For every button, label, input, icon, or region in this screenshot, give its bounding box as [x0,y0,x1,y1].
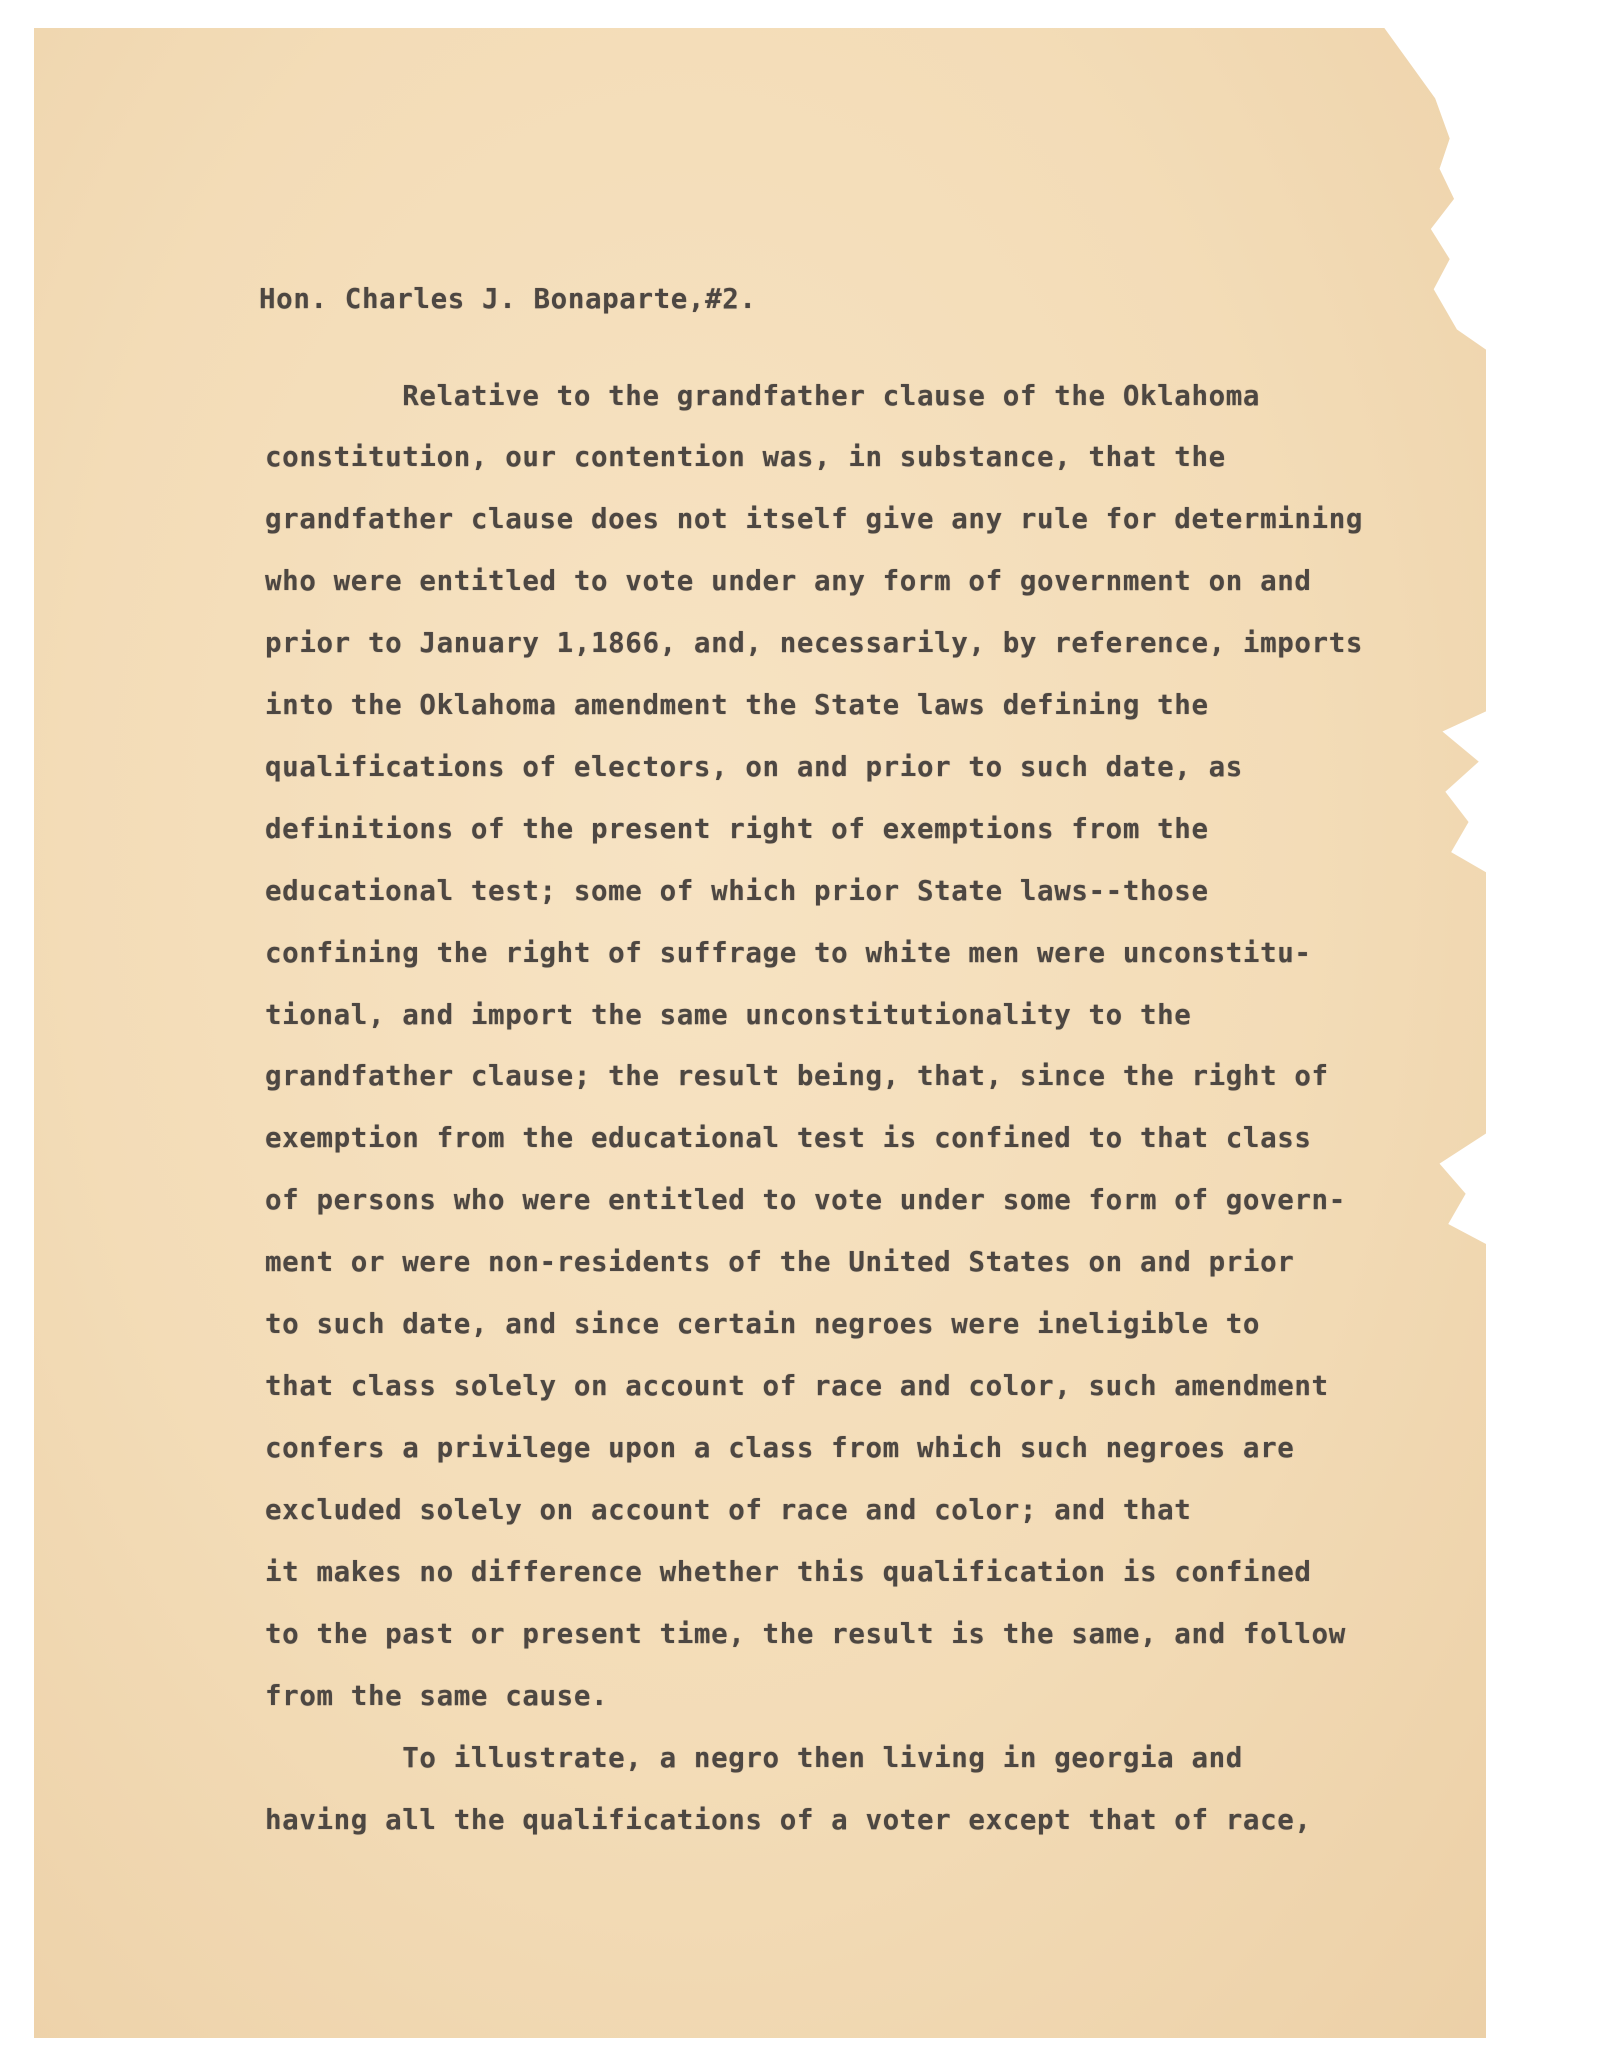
document-page [34,28,1486,2038]
text-line: to the past or present time, the result is the same, and follow [265,1618,1346,1650]
text-line: grandfather clause does not itself give any rule for determining [265,503,1364,535]
text-line: excluded solely on account of race and color; and that [265,1494,1192,1526]
document-header: Hon. Charles J. Bonaparte,#2. [259,283,757,315]
text-line: tional, and import the same unconstitutionality to the [265,999,1192,1031]
text-line: ment or were non-residents of the United States on and prior [265,1246,1295,1278]
text-line: prior to January 1,1866, and, necessarily, by reference, imports [265,627,1364,659]
text-line: Relative to the grandfather clause of the Oklahoma [265,380,1261,412]
text-line: that class solely on account of race and color, such amendment [265,1370,1329,1402]
text-line: educational test; some of which prior State laws--those [265,875,1209,907]
text-line: constitution, our contention was, in substance, that the [265,441,1226,473]
text-line: confining the right of suffrage to white men were unconstitu- [265,937,1312,969]
text-line: to such date, and since certain negroes were ineligible to [265,1308,1261,1340]
text-line: grandfather clause; the result being, that, since the right of [265,1060,1329,1092]
text-line: it makes no difference whether this qualification is confined [265,1556,1312,1588]
text-line: into the Oklahoma amendment the State laws defining the [265,689,1209,721]
text-line: exemption from the educational test is confined to that class [265,1122,1312,1154]
text-line: To illustrate, a negro then living in georgia and [265,1742,1243,1774]
text-line: having all the qualifications of a voter except that of race, [265,1804,1312,1836]
text-line: qualifications of electors, on and prior to such date, as [265,751,1243,783]
text-line: from the same cause. [265,1680,609,1712]
text-line: definitions of the present right of exemptions from the [265,813,1209,845]
text-line: of persons who were entitled to vote under some form of govern- [265,1184,1346,1216]
text-line: who were entitled to vote under any form of government on and [265,565,1312,597]
text-line: confers a privilege upon a class from which such negroes are [265,1432,1295,1464]
